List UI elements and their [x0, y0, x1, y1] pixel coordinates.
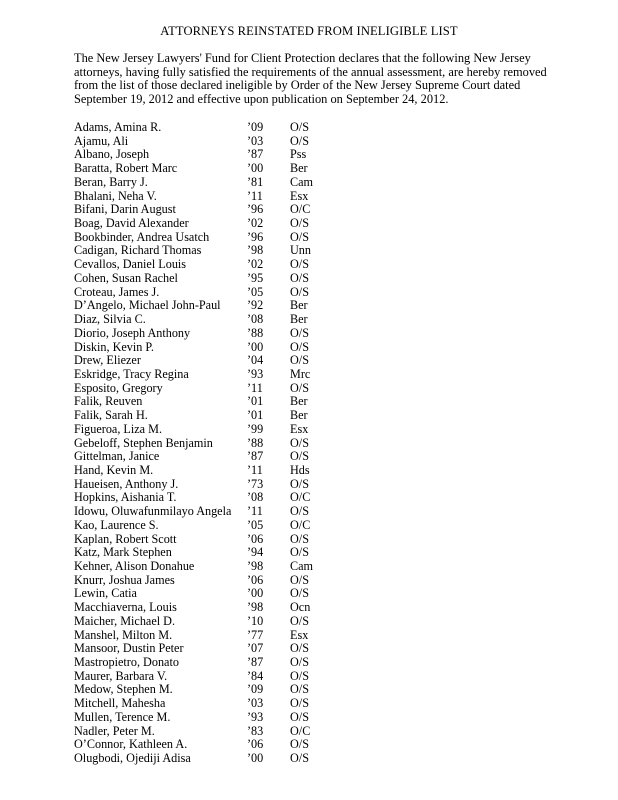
county-code: Ber: [290, 312, 308, 327]
list-item: [74, 738, 334, 752]
list-item: [74, 368, 334, 382]
list-item: [74, 176, 334, 190]
list-item: [74, 752, 334, 766]
admission-year: ’73: [247, 476, 264, 491]
admission-year: ’88: [247, 325, 264, 340]
county-code: O/S: [290, 641, 309, 656]
list-item: [74, 341, 334, 355]
list-item: [74, 629, 334, 643]
county-code: Ber: [290, 394, 308, 409]
list-item: [74, 121, 334, 135]
list-item: [74, 656, 334, 670]
admission-year: ’08: [247, 490, 264, 505]
attorney-name: Diaz, Silvia C.: [74, 312, 146, 327]
admission-year: ’93: [247, 366, 264, 381]
county-code: O/S: [290, 325, 309, 340]
attorney-name: Manshel, Milton M.: [74, 627, 173, 642]
list-item: [74, 244, 334, 258]
admission-year: ’88: [247, 435, 264, 450]
attorney-name: Boag, David Alexander: [74, 216, 189, 231]
list-item: [74, 711, 334, 725]
county-code: O/S: [290, 133, 309, 148]
attorney-name: Croteau, James J.: [74, 284, 160, 299]
county-code: O/S: [290, 751, 309, 766]
attorney-name: Mastropietro, Donato: [74, 655, 179, 670]
county-code: O/S: [290, 216, 309, 231]
admission-year: ’11: [247, 462, 263, 477]
admission-year: ’77: [247, 627, 264, 642]
attorney-name: Nadler, Peter M.: [74, 723, 155, 738]
county-code: O/S: [290, 709, 309, 724]
list-item: [74, 162, 334, 176]
county-code: Cam: [290, 174, 314, 189]
list-item: [74, 546, 334, 560]
list-item: [74, 203, 334, 217]
list-item: [74, 135, 334, 149]
list-item: [74, 560, 334, 574]
attorney-name: Baratta, Robert Marc: [74, 161, 178, 176]
county-code: O/S: [290, 655, 309, 670]
list-item: [74, 286, 334, 300]
intro-paragraph: The New Jersey Lawyers' Fund for Client Protection declares that the following New Jersey attorneys, having fully satisfied the requirements of the annual assessment, are hereby removed from the list of those declared ineligible by Order of the New Jersey Supreme Court dated September 19, 2012 and effective upon publication on September 24, 2012.: [74, 51, 547, 106]
admission-year: ’11: [247, 504, 263, 519]
attorney-name: Mullen, Terence M.: [74, 709, 171, 724]
attorney-name: Hand, Kevin M.: [74, 462, 154, 477]
list-item: [74, 231, 334, 245]
admission-year: ’09: [247, 682, 264, 697]
admission-year: ’02: [247, 216, 264, 231]
admission-year: ’87: [247, 655, 264, 670]
admission-year: ’05: [247, 517, 264, 532]
county-code: O/S: [290, 586, 309, 601]
list-item: [74, 505, 334, 519]
admission-year: ’06: [247, 737, 264, 752]
admission-year: ’06: [247, 531, 264, 546]
attorney-name: Eskridge, Tracy Regina: [74, 366, 189, 381]
attorney-name: Macchiaverna, Louis: [74, 600, 177, 615]
admission-year: ’00: [247, 586, 264, 601]
county-code: O/S: [290, 380, 309, 395]
attorney-name: Cohen, Susan Rachel: [74, 270, 178, 285]
attorney-name: Kao, Laurence S.: [74, 517, 159, 532]
county-code: Ocn: [290, 600, 311, 615]
list-item: [74, 697, 334, 711]
county-code: O/S: [290, 572, 309, 587]
list-item: [74, 437, 334, 451]
admission-year: ’93: [247, 709, 264, 724]
attorney-name: Drew, Eliezer: [74, 353, 141, 368]
admission-year: ’11: [247, 380, 263, 395]
county-code: O/S: [290, 449, 309, 464]
admission-year: ’94: [247, 545, 264, 560]
county-code: Esx: [290, 627, 309, 642]
attorney-list: [74, 121, 334, 766]
document-title: ATTORNEYS REINSTATED FROM INELIGIBLE LIST: [160, 24, 458, 38]
county-code: O/S: [290, 696, 309, 711]
admission-year: ’01: [247, 394, 264, 409]
admission-year: ’08: [247, 312, 264, 327]
admission-year: ’03: [247, 696, 264, 711]
admission-year: ’98: [247, 243, 264, 258]
attorney-name: Figueroa, Liza M.: [74, 421, 162, 436]
attorney-name: Diorio, Joseph Anthony: [74, 325, 191, 340]
list-item: [74, 587, 334, 601]
attorney-name: Diskin, Kevin P.: [74, 339, 154, 354]
county-code: O/S: [290, 339, 309, 354]
admission-year: ’00: [247, 751, 264, 766]
admission-year: ’05: [247, 284, 264, 299]
county-code: O/C: [290, 490, 311, 505]
attorney-name: Gebeloff, Stephen Benjamin: [74, 435, 213, 450]
county-code: O/S: [290, 229, 309, 244]
attorney-name: Lewin, Catia: [74, 586, 137, 601]
attorney-name: Gittelman, Janice: [74, 449, 160, 464]
attorney-name: Albano, Joseph: [74, 147, 150, 162]
list-item: [74, 423, 334, 437]
county-code: O/S: [290, 737, 309, 752]
list-item: [74, 491, 334, 505]
attorney-name: Maurer, Barbara V.: [74, 668, 168, 683]
list-item: [74, 725, 334, 739]
list-item: [74, 217, 334, 231]
attorney-name: Kaplan, Robert Scott: [74, 531, 177, 546]
attorney-name: Knurr, Joshua James: [74, 572, 175, 587]
list-item: [74, 615, 334, 629]
list-item: [74, 519, 334, 533]
county-code: O/S: [290, 284, 309, 299]
list-item: [74, 148, 334, 162]
attorney-name: Kehner, Alison Donahue: [74, 559, 195, 573]
admission-year: ’06: [247, 572, 264, 587]
list-item: [74, 464, 334, 478]
admission-year: ’96: [247, 229, 264, 244]
admission-year: ’98: [247, 600, 264, 615]
admission-year: ’00: [247, 339, 264, 354]
admission-year: ’00: [247, 161, 264, 176]
county-code: O/S: [290, 476, 309, 491]
admission-year: ’10: [247, 613, 264, 628]
list-item: [74, 683, 334, 697]
county-code: Ber: [290, 408, 308, 423]
county-code: O/S: [290, 531, 309, 546]
admission-year: ’84: [247, 668, 264, 683]
admission-year: ’11: [247, 188, 263, 203]
county-code: O/S: [290, 668, 309, 683]
list-item: [74, 670, 334, 684]
attorney-name: Adams, Amina R.: [74, 120, 162, 134]
list-item: [74, 395, 334, 409]
list-item: [74, 642, 334, 656]
admission-year: ’95: [247, 270, 264, 285]
admission-year: ’98: [247, 559, 264, 573]
county-code: Hds: [290, 462, 310, 477]
county-code: O/S: [290, 257, 309, 272]
list-item: [74, 382, 334, 396]
admission-year: ’04: [247, 353, 264, 368]
admission-year: ’09: [247, 120, 264, 134]
admission-year: ’87: [247, 147, 264, 162]
county-code: O/S: [290, 353, 309, 368]
list-item: [74, 327, 334, 341]
attorney-name: Cevallos, Daniel Louis: [74, 257, 187, 272]
county-code: O/C: [290, 723, 311, 738]
attorney-name: Hopkins, Aishania T.: [74, 490, 177, 505]
county-code: O/C: [290, 202, 311, 217]
county-code: O/S: [290, 270, 309, 285]
attorney-name: Mitchell, Mahesha: [74, 696, 166, 711]
list-item: [74, 450, 334, 464]
list-item: [74, 190, 334, 204]
county-code: O/S: [290, 120, 309, 134]
admission-year: ’87: [247, 449, 264, 464]
attorney-name: Idowu, Oluwafunmilayo Angela: [74, 504, 232, 519]
county-code: Cam: [290, 559, 314, 573]
county-code: O/S: [290, 504, 309, 519]
list-item: [74, 313, 334, 327]
attorney-name: Falik, Reuven: [74, 394, 143, 409]
list-item: [74, 478, 334, 492]
list-item: [74, 272, 334, 286]
attorney-name: Bhalani, Neha V.: [74, 188, 157, 203]
admission-year: ’03: [247, 133, 264, 148]
attorney-name: Maicher, Michael D.: [74, 613, 176, 628]
attorney-name: Katz, Mark Stephen: [74, 545, 172, 560]
list-item: [74, 574, 334, 588]
attorney-name: D’Angelo, Michael John-Paul: [74, 298, 221, 313]
county-code: Ber: [290, 161, 308, 176]
attorney-name: Beran, Barry J.: [74, 174, 148, 189]
county-code: Esx: [290, 421, 309, 436]
attorney-name: Haueisen, Anthony J.: [74, 476, 179, 491]
attorney-name: Mansoor, Dustin Peter: [74, 641, 184, 656]
county-code: O/C: [290, 517, 311, 532]
attorney-name: Falik, Sarah H.: [74, 408, 148, 423]
attorney-name: Bookbinder, Andrea Usatch: [74, 229, 210, 244]
attorney-name: Cadigan, Richard Thomas: [74, 243, 202, 258]
list-item: [74, 533, 334, 547]
attorney-name: Esposito, Gregory: [74, 380, 163, 395]
attorney-name: O’Connor, Kathleen A.: [74, 737, 188, 752]
admission-year: ’07: [247, 641, 264, 656]
county-code: O/S: [290, 682, 309, 697]
county-code: Mrc: [290, 366, 311, 381]
county-code: Pss: [290, 147, 307, 162]
admission-year: ’92: [247, 298, 264, 313]
admission-year: ’01: [247, 408, 264, 423]
county-code: O/S: [290, 613, 309, 628]
county-code: Ber: [290, 298, 308, 313]
county-code: Unn: [290, 243, 311, 258]
admission-year: ’96: [247, 202, 264, 217]
list-item: [74, 299, 334, 313]
list-item: [74, 354, 334, 368]
county-code: O/S: [290, 435, 309, 450]
list-item: [74, 258, 334, 272]
attorney-name: Olugbodi, Ojediji Adisa: [74, 751, 191, 766]
list-item: [74, 409, 334, 423]
admission-year: ’02: [247, 257, 264, 272]
county-code: O/S: [290, 545, 309, 560]
attorney-name: Medow, Stephen M.: [74, 682, 173, 697]
attorney-name: Ajamu, Ali: [74, 133, 129, 148]
county-code: Esx: [290, 188, 309, 203]
admission-year: ’81: [247, 174, 264, 189]
admission-year: ’99: [247, 421, 264, 436]
admission-year: ’83: [247, 723, 264, 738]
list-item: [74, 601, 334, 615]
attorney-name: Bifani, Darin August: [74, 202, 176, 217]
